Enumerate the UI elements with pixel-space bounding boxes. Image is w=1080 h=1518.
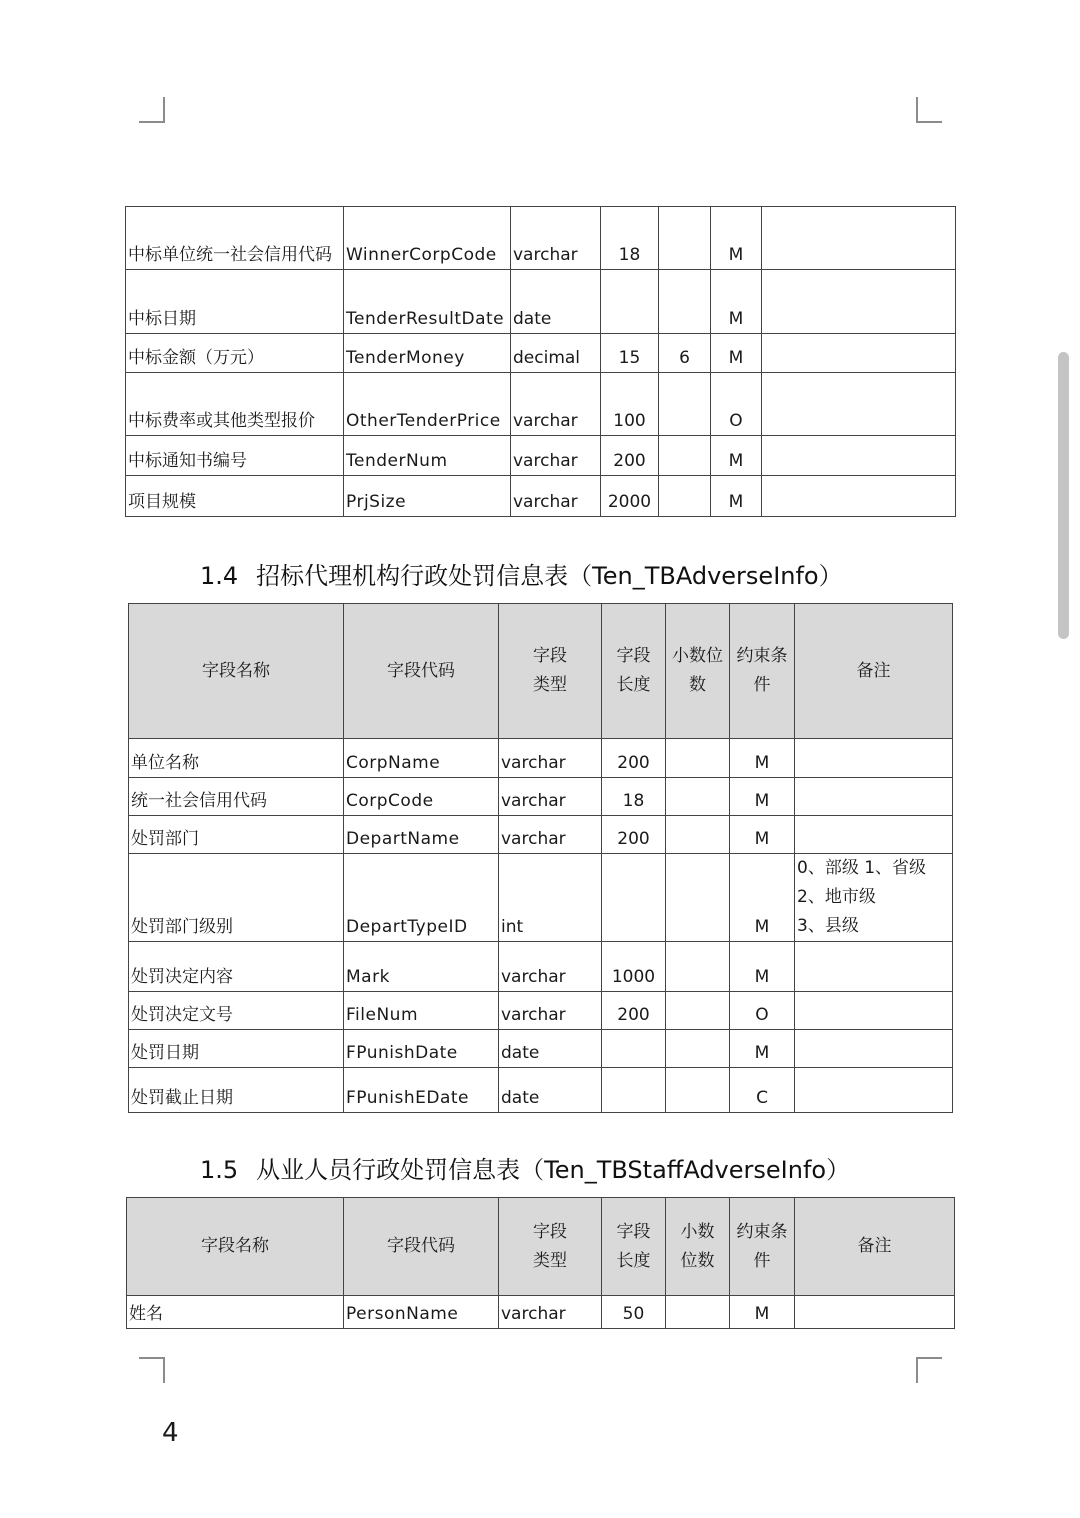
field-decimals [659, 207, 711, 270]
field-note [795, 942, 953, 992]
table-agency-penalty [128, 603, 953, 1113]
section-title: 从业人员行政处罚信息表（Ten_TBStaffAdverseInfo） [256, 1156, 851, 1184]
vertical-scrollbar[interactable] [1058, 352, 1069, 639]
section-number: 1.5 [200, 1156, 239, 1184]
field-constraint: O [711, 373, 762, 436]
field-constraint: M [730, 1030, 795, 1068]
header-field-type: 字段 类型 [499, 604, 602, 739]
note-line: 2、地市级 [797, 887, 876, 907]
field-name: 处罚部门级别 [129, 854, 344, 942]
field-type: date [499, 1068, 602, 1113]
table-row [129, 816, 953, 854]
field-length: 15 [601, 334, 659, 373]
field-name: 单位名称 [129, 739, 344, 778]
field-note [762, 334, 956, 373]
field-name: 处罚部门 [129, 816, 344, 854]
field-note [795, 1296, 955, 1329]
header-constraint: 约束条 件 [730, 604, 795, 739]
field-constraint: M [730, 778, 795, 816]
field-decimals [666, 778, 730, 816]
field-type: varchar [511, 476, 601, 517]
field-constraint: M [730, 854, 795, 942]
field-code: FPunishEDate [344, 1068, 499, 1113]
field-name: 项目规模 [126, 476, 344, 517]
field-length: 200 [602, 816, 666, 854]
field-code: OtherTenderPrice [344, 373, 511, 436]
header-note: 备注 [795, 1198, 955, 1296]
field-constraint: M [711, 270, 762, 334]
field-length: 200 [602, 992, 666, 1030]
field-code: DepartTypeID [344, 854, 499, 942]
header-field-code: 字段代码 [344, 604, 499, 739]
field-length: 18 [601, 207, 659, 270]
field-name: 处罚日期 [129, 1030, 344, 1068]
field-code: FileNum [344, 992, 499, 1030]
header-field-length: 字段 长度 [602, 1198, 666, 1296]
table-row [129, 1030, 953, 1068]
field-type: varchar [499, 942, 602, 992]
field-code: PersonName [344, 1296, 499, 1329]
field-code: Mark [344, 942, 499, 992]
crop-mark-bottom-right [916, 1357, 942, 1383]
field-code: FPunishDate [344, 1030, 499, 1068]
field-length [601, 270, 659, 334]
header-decimals: 小数 位数 [666, 1198, 730, 1296]
field-note [795, 739, 953, 778]
field-code: CorpName [344, 739, 499, 778]
field-constraint: M [730, 816, 795, 854]
field-note [795, 854, 953, 942]
field-constraint: M [711, 436, 762, 476]
field-code: WinnerCorpCode [344, 207, 511, 270]
crop-mark-top-left [139, 97, 165, 123]
field-length [602, 1030, 666, 1068]
table-row [129, 739, 953, 778]
field-constraint: M [730, 739, 795, 778]
table-header-row [127, 1198, 955, 1296]
field-type: varchar [499, 992, 602, 1030]
table-row [129, 942, 953, 992]
field-decimals [659, 373, 711, 436]
field-note [762, 476, 956, 517]
field-name: 中标通知书编号 [126, 436, 344, 476]
field-type: varchar [499, 1296, 602, 1329]
field-decimals [666, 816, 730, 854]
table-row [129, 992, 953, 1030]
field-length: 100 [601, 373, 659, 436]
field-note [795, 992, 953, 1030]
field-name: 姓名 [127, 1296, 344, 1329]
field-decimals [666, 1030, 730, 1068]
field-type: date [511, 270, 601, 334]
field-name: 统一社会信用代码 [129, 778, 344, 816]
header-field-type: 字段 类型 [499, 1198, 602, 1296]
field-name: 中标金额（万元） [126, 334, 344, 373]
field-note [762, 207, 956, 270]
table-row [126, 334, 956, 373]
header-field-code: 字段代码 [344, 1198, 499, 1296]
field-length [602, 854, 666, 942]
field-type: varchar [499, 778, 602, 816]
crop-mark-bottom-left [139, 1357, 165, 1383]
field-length [602, 1068, 666, 1113]
field-type: date [499, 1030, 602, 1068]
field-type: varchar [511, 436, 601, 476]
field-name: 处罚决定内容 [129, 942, 344, 992]
field-note [762, 373, 956, 436]
table-row [126, 270, 956, 334]
table-row [127, 1296, 955, 1329]
header-field-name: 字段名称 [129, 604, 344, 739]
field-decimals [666, 942, 730, 992]
table-row [129, 1068, 953, 1113]
field-decimals [666, 992, 730, 1030]
field-name: 中标单位统一社会信用代码 [126, 207, 344, 270]
field-decimals [659, 476, 711, 517]
field-note [795, 1030, 953, 1068]
note-line: 0、部级 1、省级 [797, 858, 927, 878]
field-code: TenderMoney [344, 334, 511, 373]
table-row [126, 476, 956, 517]
field-code: TenderResultDate [344, 270, 511, 334]
header-decimals: 小数位 数 [666, 604, 730, 739]
field-code: TenderNum [344, 436, 511, 476]
field-name: 中标费率或其他类型报价 [126, 373, 344, 436]
field-decimals [666, 739, 730, 778]
field-type: varchar [499, 739, 602, 778]
field-constraint: M [711, 207, 762, 270]
field-code: DepartName [344, 816, 499, 854]
crop-mark-top-right [916, 97, 942, 123]
table-tender-result [125, 206, 956, 517]
field-type: int [499, 854, 602, 942]
header-field-length: 字段 长度 [602, 604, 666, 739]
field-length: 200 [602, 739, 666, 778]
table-header-row [129, 604, 953, 739]
field-constraint: M [711, 476, 762, 517]
field-length: 200 [601, 436, 659, 476]
field-type: varchar [499, 816, 602, 854]
table-row [126, 436, 956, 476]
field-length: 2000 [601, 476, 659, 517]
header-constraint: 约束条 件 [730, 1198, 795, 1296]
table-staff-penalty [126, 1197, 955, 1329]
field-length: 50 [602, 1296, 666, 1329]
table-row [126, 373, 956, 436]
field-constraint: O [730, 992, 795, 1030]
section-heading-1-4 [200, 556, 843, 591]
field-name: 中标日期 [126, 270, 344, 334]
field-type: varchar [511, 207, 601, 270]
field-note [762, 436, 956, 476]
field-constraint: M [730, 1296, 795, 1329]
field-decimals [659, 436, 711, 476]
table-row [129, 778, 953, 816]
page-number: 4 [162, 1418, 179, 1448]
field-constraint: C [730, 1068, 795, 1113]
section-number: 1.4 [200, 562, 239, 590]
field-length: 18 [602, 778, 666, 816]
field-length: 1000 [602, 942, 666, 992]
table-row [129, 854, 953, 942]
field-constraint: M [711, 334, 762, 373]
field-code: CorpCode [344, 778, 499, 816]
header-field-name: 字段名称 [127, 1198, 344, 1296]
field-decimals [666, 1068, 730, 1113]
field-note [795, 816, 953, 854]
section-heading-1-5 [200, 1150, 850, 1185]
field-note [795, 778, 953, 816]
field-name: 处罚决定文号 [129, 992, 344, 1030]
field-note [762, 270, 956, 334]
field-code: PrjSize [344, 476, 511, 517]
field-constraint: M [730, 942, 795, 992]
field-note [795, 1068, 953, 1113]
field-type: varchar [511, 373, 601, 436]
field-decimals [666, 854, 730, 942]
section-title: 招标代理机构行政处罚信息表（Ten_TBAdverseInfo） [256, 562, 843, 590]
field-type: decimal [511, 334, 601, 373]
table-row [126, 207, 956, 270]
note-line: 3、县级 [797, 916, 859, 936]
header-note: 备注 [795, 604, 953, 739]
field-decimals [666, 1296, 730, 1329]
field-name: 处罚截止日期 [129, 1068, 344, 1113]
field-decimals [659, 270, 711, 334]
field-decimals: 6 [659, 334, 711, 373]
